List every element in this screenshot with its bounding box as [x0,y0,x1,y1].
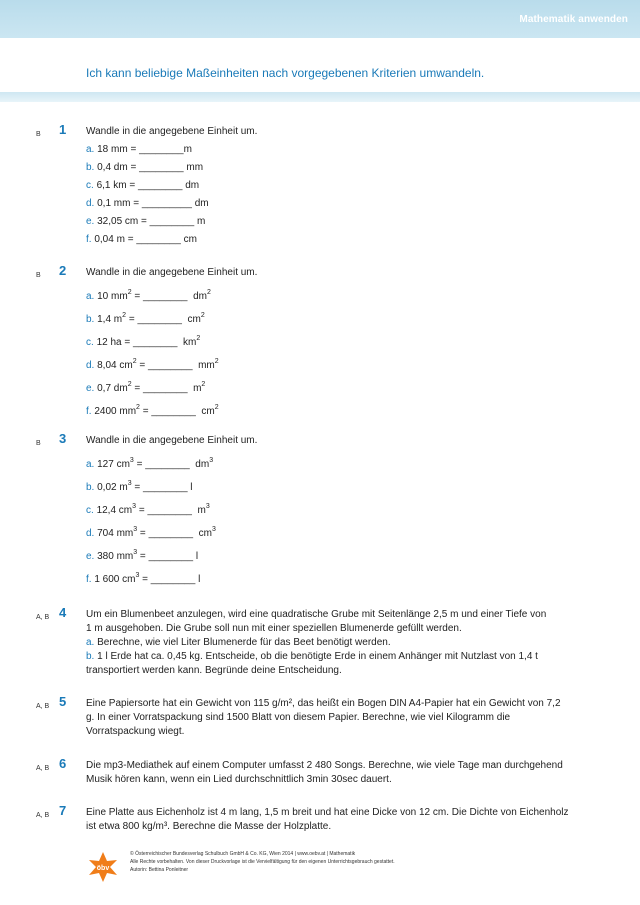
item-equals: = [136,360,149,371]
item-lhs: 18 mm = [97,144,140,155]
item-unit: mm [198,360,215,371]
item-lhs-exponent: 2 [132,357,137,365]
item-label: b. [86,162,95,173]
header-band [0,0,640,38]
answer-blank[interactable]: ________ [148,551,194,562]
answer-blank[interactable]: ________ [147,505,192,516]
item-lhs: 1,4 m [97,314,123,325]
exercise-item [86,504,216,527]
item-lhs: 10 mm [97,291,128,302]
task-instruction: Wandle in die angegebene Einheit um. [86,435,258,446]
item-unit-exponent: 3 [205,502,210,510]
task-text [86,608,572,678]
item-unit-exponent: 2 [206,288,211,296]
item-equals: = [136,505,148,516]
logo-text: öbv [96,865,110,872]
task-level: B [36,272,41,279]
item-equals: = [131,291,143,302]
exercise-item [86,161,209,179]
item-unit-exponent: 3 [211,525,216,533]
exercise-item [86,458,216,481]
item-lhs-exponent: 3 [135,571,140,579]
exercise-item [86,197,209,215]
exercise-item [86,527,216,550]
answer-blank[interactable]: ________ [143,291,188,302]
item-unit-exponent: 2 [201,380,206,388]
item-label: a. [86,144,95,155]
item-unit-exponent: 2 [214,403,219,411]
copyright [130,850,395,874]
exercise-item [86,290,219,313]
item-unit: dm [193,291,207,302]
item-equals: = [139,574,151,585]
task-number: 4 [59,605,67,620]
answer-blank[interactable]: ________ [136,234,181,245]
item-lhs: 0,1 mm = [97,198,142,209]
answer-blank[interactable]: ________ [143,482,188,493]
answer-blank[interactable]: ________ [148,360,193,371]
item-lhs-exponent: 3 [133,548,138,556]
answer-blank[interactable]: ________ [132,337,178,348]
item-label: f. [86,234,92,245]
item-lhs: 0,4 dm = [97,162,140,173]
rights-line: Alle Rechte vorbehalten. Von dieser Druckvorlage ist die Vervielfältigung für den eigenen Unterrichtsgebrauch gestattet. [130,859,395,865]
answer-blank[interactable]: ________ [148,528,194,539]
text-line: Um ein Blumenbeet anzulegen, wird eine quadratische Grube mit Seitenlänge 2,5 m und einer Tiefe von [86,609,547,620]
item-list [86,290,219,428]
item-lhs: 8,04 cm [97,360,133,371]
answer-blank[interactable]: ________ [139,162,184,173]
item-unit: dm [194,198,209,209]
subtask-a [86,636,572,650]
exercise-item [86,573,216,596]
item-equals: = [131,383,144,394]
item-label: b. [86,482,95,493]
item-equals: = [126,314,138,325]
item-unit: m [183,144,192,155]
item-equals: = [137,551,149,562]
subtask-text: 1 l Erde hat ca. 0,45 kg. Entscheide, ob die benötigte Erde in einem Anhänger mit Nutzlast von 1,4 t [97,651,538,662]
task-level: A, B [36,812,50,819]
item-unit: km [183,337,197,348]
item-unit-exponent: 2 [200,311,205,319]
subtask-text: Berechne, wie viel Liter Blumenerde für das Beet benötigt werden. [97,637,391,648]
item-label: b. [86,314,95,325]
exercise-item [86,382,219,405]
item-unit-exponent: 2 [196,334,201,342]
exercise-item [86,215,209,233]
item-lhs-exponent: 2 [127,288,132,296]
task-level: B [36,131,41,138]
text-line: Eine Platte aus Eichenholz ist 4 m lang, 1,5 m breit und hat eine Dicke von 12 cm. Die Dichte von Eichenholz [86,807,569,818]
answer-blank[interactable]: ________ [143,383,188,394]
task-number: 2 [59,263,67,278]
subtask-label: a. [86,637,95,648]
item-lhs: 6,1 km = [96,180,138,191]
task-text [86,806,572,834]
item-lhs-exponent: 3 [133,525,138,533]
task-number: 7 [59,803,67,818]
item-lhs-exponent: 2 [127,380,132,388]
item-equals: = [137,528,149,539]
item-label: c. [86,180,94,191]
learning-goal: Ich kann beliebige Maßeinheiten nach vorgegebenen Kriterien umwandeln. [86,66,485,80]
item-label: e. [86,383,95,394]
item-lhs: 704 mm [97,528,134,539]
exercise-item [86,359,219,382]
exercise-item [86,179,209,197]
item-label: c. [86,505,94,516]
item-equals: = [133,459,146,470]
text-line: Eine Papiersorte hat ein Gewicht von 115 g/m², das heißt ein Bogen DIN A4-Papier hat ein Gewicht von 7,2 [86,698,561,709]
item-unit: mm [186,162,204,173]
item-lhs: 0,7 dm [97,383,128,394]
author-line: Autorin: Bettina Ponleitner [130,867,189,873]
task-number: 5 [59,694,67,709]
task-instruction: Wandle in die angegebene Einheit um. [86,126,258,137]
item-unit-exponent: 3 [209,456,214,464]
header-title: Mathematik anwenden [519,14,628,25]
task-level: A, B [36,614,50,621]
item-lhs-exponent: 2 [122,311,127,319]
item-unit: cm [201,406,215,417]
answer-blank[interactable]: ________ [137,180,183,191]
exercise-item [86,313,219,336]
exercise-item [86,143,209,161]
item-equals: = [139,406,152,417]
item-label: d. [86,198,95,209]
text-line: g. In einer Vorratspackung sind 1500 Blatt von diesem Papier. Berechne, wie viel Kilogramm die [86,712,511,723]
task-level: B [36,440,41,447]
text-line: Musik hören kann, wenn ein Lied durchschnittlich 3min 30sec dauert. [86,774,392,785]
answer-blank[interactable]: ________ [149,216,195,227]
item-unit: m [196,216,206,227]
text-line: Die mp3-Mediathek auf einem Computer umfasst 2 480 Songs. Berechne, wie viele Tage man durchgehend [86,760,563,771]
subtask-b [86,650,572,664]
item-label: e. [86,551,95,562]
text-line: Vorratspackung wiegt. [86,726,185,737]
text-line: 1 m ausgehoben. Die Grube soll nun mit einer speziellen Blumenerde gefüllt werden. [86,623,462,634]
answer-blank[interactable]: ________ [151,406,196,417]
item-label: e. [86,216,95,227]
item-lhs-exponent: 2 [136,403,140,411]
item-unit: l [198,574,201,585]
copyright-line: © Österreichischer Bundesverlag Schulbuch GmbH & Co. KG, Wien 2014 | www.oebv.at | Mathematik [130,851,356,857]
item-label: a. [86,459,95,470]
subtask-label: b. [86,651,95,662]
answer-blank[interactable]: _________ [141,198,192,209]
item-lhs-exponent: 3 [132,502,137,510]
item-unit-exponent: 2 [214,357,219,365]
item-lhs: 0,04 m = [94,234,137,245]
task-text [86,759,572,787]
subtitle-band [0,92,640,102]
text-line: ist etwa 800 kg/m³. Berechne die Masse der Holzplatte. [86,821,332,832]
item-label: d. [86,360,95,371]
item-lhs-exponent: 3 [129,456,134,464]
item-unit: m [193,383,202,394]
publisher-logo-icon [86,850,120,889]
item-lhs: 12 ha = [96,337,133,348]
item-label: f. [86,574,92,585]
item-unit: cm [183,234,197,245]
task-text [86,697,572,739]
item-unit: m [197,505,206,516]
task-number: 6 [59,756,67,771]
item-equals: = [131,482,144,493]
exercise-item [86,405,219,428]
item-unit: dm [185,180,200,191]
item-lhs: 127 cm [97,459,130,470]
item-list [86,143,209,251]
answer-blank[interactable]: ________ [137,314,182,325]
item-lhs: 2400 mm [94,406,137,417]
item-lhs: 32,05 cm = [97,216,150,227]
task-number: 3 [59,431,67,446]
item-list [86,458,216,596]
answer-blank[interactable]: ________ [139,144,184,155]
item-unit: cm [187,314,201,325]
item-lhs: 380 mm [97,551,134,562]
exercise-item [86,481,216,504]
item-lhs: 0,02 m [97,482,128,493]
item-label: a. [86,291,95,302]
task-instruction: Wandle in die angegebene Einheit um. [86,267,258,278]
task-level: A, B [36,765,50,772]
item-unit: l [195,551,199,562]
item-label: f. [86,406,92,417]
item-unit: dm [195,459,210,470]
task-level: A, B [36,703,50,710]
item-lhs: 1 600 cm [94,574,136,585]
exercise-item [86,233,209,251]
task-number: 1 [59,122,67,137]
item-lhs-exponent: 3 [127,479,132,487]
item-lhs: 12,4 cm [96,505,133,516]
item-label: d. [86,528,95,539]
answer-blank[interactable]: ________ [145,459,190,470]
exercise-item [86,336,219,359]
item-unit: cm [198,528,212,539]
answer-blank[interactable]: ________ [150,574,196,585]
item-label: c. [86,337,94,348]
item-unit: l [190,482,193,493]
text-line: transportiert werden kann. Begründe deine Entscheidung. [86,665,342,676]
exercise-item [86,550,216,573]
